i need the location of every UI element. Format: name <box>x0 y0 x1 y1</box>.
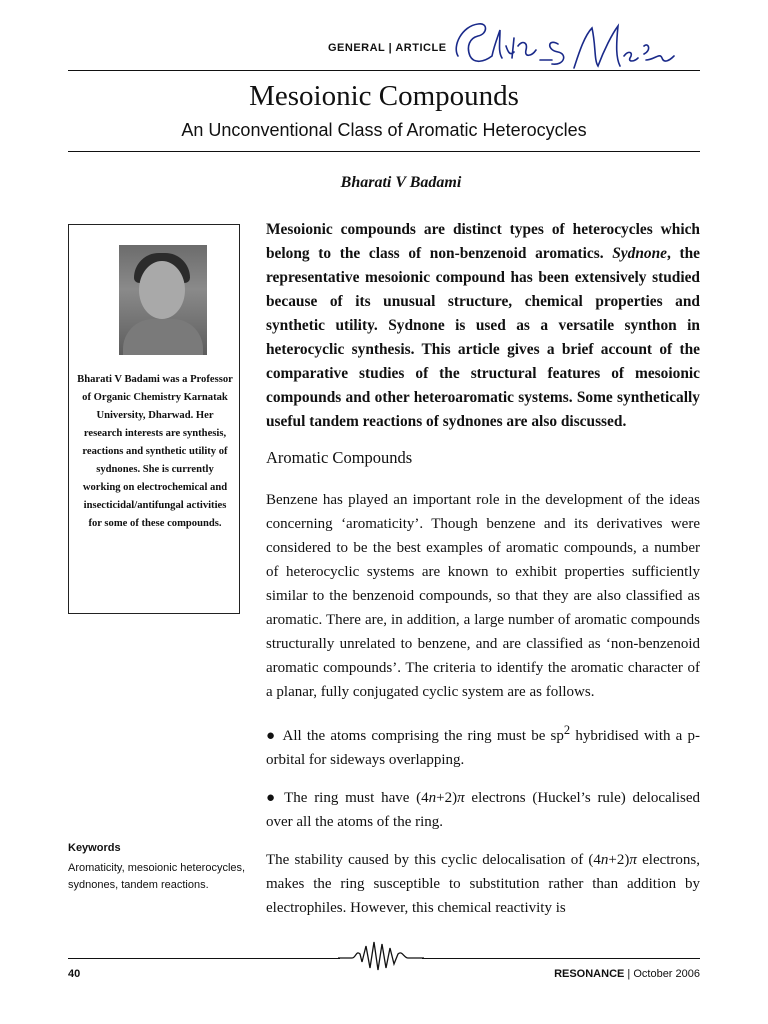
keywords-list: Aromaticity, mesoionic heterocycles, sydnones, tandem reactions. <box>68 862 246 891</box>
issue-date: October 2006 <box>633 968 700 980</box>
bullet-icon: ● <box>266 728 277 744</box>
handwritten-signature <box>448 16 688 76</box>
author-bio-text: Bharati V Badami was a Professor of Organic Chemistry Karnatak University, Dharwad. Her research interests are synthesis, reactions and synthetic utility of sydnones. She is currently working on electrochemical and insecticidal/antifungal activities for some of these compounds. <box>77 374 233 529</box>
footer-rule <box>68 958 340 959</box>
bullet-item: ● All the atoms comprising the ring must be $sp^2$ hybridised with a p-orbital for sideways overlapping. <box>266 723 700 768</box>
author-bio-box <box>68 224 240 614</box>
abstract <box>266 218 700 434</box>
body-paragraph: The stability caused by this cyclic delocalisation of (4n+2)π electrons, makes the ring susceptible to substitution rather than addition by electrophiles. However, this chemical reactivity is <box>266 852 701 916</box>
author-name: Bharati V Badami <box>340 174 462 191</box>
page-number: 40 <box>68 968 81 980</box>
article-body <box>266 218 700 934</box>
footer-rule <box>422 958 700 959</box>
author-photo <box>119 245 207 355</box>
article-title: Mesoionic Compounds <box>249 80 519 112</box>
journal-footer: RESONANCE | October 2006 <box>554 968 700 980</box>
article-subtitle: An Unconventional Class of Aromatic Heterocycles <box>181 120 587 140</box>
keywords-heading: Keywords <box>68 842 121 854</box>
body-paragraph: Benzene has played an important role in the development of the ideas concerning ‘aromaticity’. Though benzene and its derivatives were considered to be the best examples of aromatic compounds, a number of heterocyclic systems are known to exhibit properties sufficiently similar to the benzenoid compounds, so that they are also classified as aromatic. There are, in addition, a large number of aromatic compounds structurally unrelated to benzene, and are classified as ‘non-benzenoid aromatic compounds’. The criteria to identify the aromatic character of a planar, fully conjugated cyclic system are as follows. <box>266 492 700 700</box>
bullet-item: ● The ring must have (4n+2)π electrons (Huckel’s rule) delocalised over all the atoms of the ring. <box>266 790 701 830</box>
header-label: GENERAL | ARTICLE <box>328 42 447 54</box>
abstract-rest: , the representative mesoionic compound has been extensively studied because of its unusual structure, chemical properties and synthetic utility. Sydnone is used as a versatile synthon in heterocyclic synthesis. This article gives a brief account of the comparative studies of the structural features of mesoionic compounds and other heteroaromatic systems. Some synthetically useful tandem reactions of sydnones are also discussed. <box>266 245 700 430</box>
bullet-icon: ● <box>266 790 279 806</box>
wave-ornament-icon <box>338 940 424 974</box>
header-rule <box>68 70 700 71</box>
abstract-lead: Mesoionic compounds are distinct types of heterocycles which belong to the class of non-benzenoid aromatics. <box>266 221 700 262</box>
abstract-italic-term: Sydnone <box>612 245 667 262</box>
journal-name: RESONANCE <box>554 968 625 980</box>
section-heading: Aromatic Compounds <box>266 448 413 467</box>
title-rule <box>68 151 700 152</box>
